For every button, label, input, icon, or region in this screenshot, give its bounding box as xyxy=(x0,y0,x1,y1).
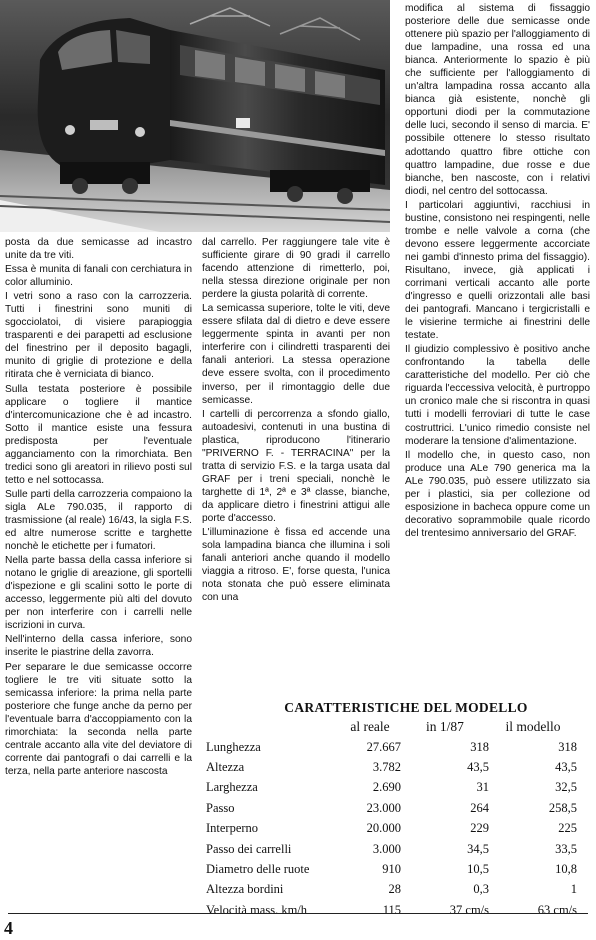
table-row xyxy=(206,859,577,879)
paragraph: I vetri sono a raso con la carrozzeria. Tutti i finestrini sono muniti di sgocciolatoi, di visiere parapioggia trasparenti e dei parapetti ad esclusione del finestrino per il deposito bagagli, munito di griglie di protezione e della ritirata che è verniciata di bianco. xyxy=(5,291,192,381)
table-cell: Larghezza xyxy=(206,780,258,795)
table-cell: 10,8 xyxy=(555,862,577,877)
table-cell: 318 xyxy=(470,739,489,754)
table-cell: 34,5 xyxy=(467,841,489,856)
specs-header: il modello xyxy=(505,719,561,734)
specs-title: CARATTERISTICHE DEL MODELLO xyxy=(284,700,528,715)
table-row xyxy=(206,900,577,920)
table-cell: 264 xyxy=(470,800,489,815)
table-cell: Lunghezza xyxy=(206,739,261,754)
paragraph: Sulla testata posteriore è possibile applicare o togliere il mantice d'intercomunicazione che è ad incastro. Sotto il mantice esiste una fessura predisposta per l'eventuale agganciamento con la rimorchiata. Ben tredici sono gli areatori in rilievo posti sul tetto e nel sottocassa. xyxy=(5,383,192,486)
table-cell: 10,5 xyxy=(467,862,489,877)
page-number: 4 xyxy=(4,918,13,938)
locomotive-photo-icon xyxy=(0,0,390,232)
table-cell: 23.000 xyxy=(366,800,401,815)
paragraph: Nell'interno della cassa inferiore, sono inserite le piastrine della zavorra. xyxy=(5,634,192,659)
footer-divider xyxy=(8,913,588,914)
table-cell: Passo xyxy=(206,800,235,815)
table-cell: 2.690 xyxy=(372,780,401,795)
table-row xyxy=(206,880,577,900)
paragraph: posta da due semicasse ad incastro unite da tre viti. xyxy=(5,237,192,262)
paragraph: Nella parte bassa della cassa inferiore si notano le griglie di areazione, gli sportelli d'ispezione e gli scalini sotto le porte di accesso, leggermente più alti del dovuto per non interferire con i carrelli nelle iscrizioni in curva. xyxy=(5,555,192,632)
article-column-3 xyxy=(405,2,590,541)
table-cell: 115 xyxy=(382,902,401,917)
specs-header-row xyxy=(206,719,577,737)
table-cell: Passo dei carrelli xyxy=(206,841,292,856)
table-cell: 31 xyxy=(476,780,489,795)
table-cell: 32,5 xyxy=(555,780,577,795)
table-cell: 63 cm/s xyxy=(537,902,577,917)
table-cell: Interperno xyxy=(206,821,259,836)
table-cell: 225 xyxy=(558,821,577,836)
table-cell: Altezza xyxy=(206,760,245,775)
table-cell: 20.000 xyxy=(366,821,401,836)
specs-header: in 1/87 xyxy=(426,719,464,734)
paragraph: Essa è munita di fanali con cerchiatura in color alluminio. xyxy=(5,264,192,289)
paragraph: La semicassa superiore, tolte le viti, deve essere sfilata dal di dietro e deve essere leggermente spinta in avanti per non interferire con i cilindretti trasparenti dei fanali anteriori. La stessa operazione deve essere svolta, con il procedimento inverso, per il rimontaggio delle due semicasse. xyxy=(202,303,390,406)
table-cell: 3.000 xyxy=(372,841,401,856)
specs-header: al reale xyxy=(350,719,390,734)
paragraph: L'illuminazione è fissa ed accende una sola lampadina bianca che illumina i soli fanali anteriori anche quando il modello viaggia a ritroso. E', forse questa, l'unica nota stonata che può essere eliminata con una xyxy=(202,527,390,604)
article-column-1 xyxy=(5,236,192,779)
table-cell: 43,5 xyxy=(467,760,489,775)
table-cell: 229 xyxy=(470,821,489,836)
table-row xyxy=(206,737,577,757)
paragraph: Per separare le due semicasse occorre togliere le tre viti situate sotto la semicassa inferiore: la prima nella parte posteriore che funge anche da perno per l'eventuale barra d'accoppiamento con la rimorchiata: la seconda nella parte centrale accanto alla vite del deviatore di corrente dai pantografi o dai carrelli e la terza, nella parte anteriore nascosta xyxy=(5,661,192,777)
table-row xyxy=(206,839,577,859)
specs-section xyxy=(206,700,592,921)
paragraph: I particolari aggiuntivi, racchiusi in bustine, consistono nei respingenti, nelle trombe e nelle valvole a corna (che devono essere leggermente accorciate nei gambi d'innesto prima del fissaggio). Risultano, invece, già applicati i corrimani verticali accanto alle porte d'ingresso e quelli orizzontali alle basi dei pantografi. Mancano i tergicristalli e le visierine termiche ai finestrini delle testate. xyxy=(405,199,590,342)
table-row xyxy=(206,757,577,777)
table-cell: 33,5 xyxy=(555,841,577,856)
table-row xyxy=(206,778,577,798)
article-column-2 xyxy=(202,236,390,605)
table-cell: Diametro delle ruote xyxy=(206,862,310,877)
specs-table xyxy=(206,719,577,921)
table-cell: 28 xyxy=(388,882,401,897)
table-cell: 37 cm/s xyxy=(449,902,489,917)
table-row xyxy=(206,798,577,818)
paragraph: modifica al sistema di fissaggio posteriore delle due semicasse onde ottenere più spazio per l'alloggiamento di due lampadine, una rossa ed una bianca. Anteriormente lo spazio è più che sufficiente per l'alloggiamento di un'altra lampadina rossa accanto alla bianca già esistente, nonchè gli opportuni diodi per la commutazione delle luci, secondo il senso di marcia. E' possibile ottenere lo stesso risultato adottando quattro fibre ottiche con quattro lampadine, due rosse e due bianche, ben nascoste, con i relativi diodi, nel centro del sottocassa. xyxy=(405,3,590,197)
paragraph: Il giudizio complessivo è positivo anche confrontando la tabella delle caratteristiche del modello. Per ciò che riguarda l'eccessiva velocità, è purtroppo un cronico male che si riscontra in quasi tutti i modelli ferroviari di tutte le case costruttrici. L'unico rimedio consiste nel moderare la tensione d'alimentazione. xyxy=(405,344,590,447)
table-cell: 27.667 xyxy=(366,739,401,754)
table-cell: 1 xyxy=(570,882,577,897)
table-cell: 318 xyxy=(558,739,577,754)
paragraph: Il modello che, in questo caso, non produce una ALe 790 generica ma la ALe 790.035, può essere utilizzato sia per i plastici, sia per collezione od esposizione in bacheca oppure come un decorativo soprammobile quale ricordo del trentesimo anniversario del GRAF. xyxy=(405,449,590,539)
table-cell: 3.782 xyxy=(372,760,401,775)
table-cell: 0,3 xyxy=(473,882,489,897)
table-cell: Altezza bordini xyxy=(206,882,284,897)
specs-header xyxy=(206,719,339,737)
table-cell: Velocità mass. km/h xyxy=(206,902,308,917)
paragraph: I cartelli di percorrenza a sfondo giallo, autoadesivi, contenuti in una bustina di plastica, riproducono l'itinerario "PRIVERNO F. - TERRACINA" per la tratta di servizio F.S. e la targa usata dal GRAF per i treni speciali, nonchè le targhette di 1ª, 2ª e 3ª classe, bianche, da applicare dietro i finestrini attigui alle porte d'accesso. xyxy=(202,408,390,524)
paragraph: Sulle parti della carrozzeria compaiono la sigla ALe 790.035, il rapporto di trasmissione (al reale) 16/43, la sigla F.S. ed altre numerose scritte e targhette nonchè le etichette per i fumatori. xyxy=(5,488,192,553)
paragraph: dal carrello. Per raggiungere tale vite è sufficiente girare di 90 gradi il carrello facendo attenzione di rimetterlo, poi, nella stessa direzione originale per non perdere la giusta polarità di corrente. xyxy=(202,237,390,301)
table-cell: 910 xyxy=(382,862,401,877)
table-cell: 43,5 xyxy=(555,760,577,775)
locomotive-photo xyxy=(0,0,390,232)
table-cell: 258,5 xyxy=(548,800,577,815)
table-row xyxy=(206,819,577,839)
